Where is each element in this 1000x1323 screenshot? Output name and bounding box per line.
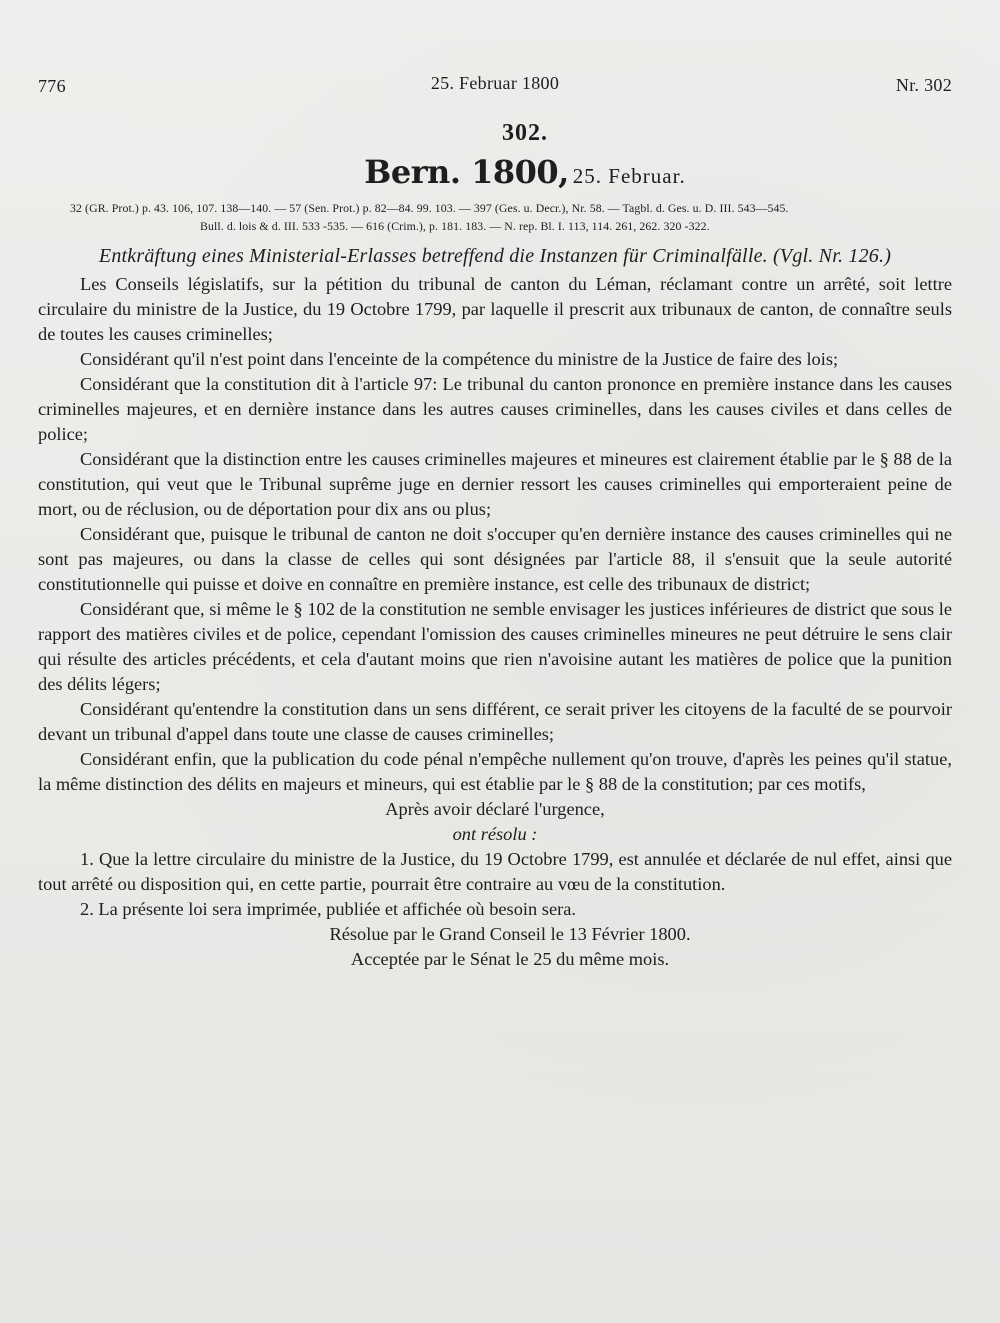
closing-grand-conseil: Résolue par le Grand Conseil le 13 Février 1800. [329, 924, 691, 944]
document-title [38, 153, 952, 191]
references-line-1: 32 (GR. Prot.) p. 43. 106, 107. 138—140. — 57 (Sen. Prot.) p. 82—84. 99. 103. — 397 (Ges. u. Decr.), Nr. 58. — Tagbl. d. Ges. u. D. III. 543—545. [70, 201, 789, 215]
page-number: 776 [38, 76, 66, 96]
paragraph-considerant-6: Considérant qu'entendre la constitution dans un sens différent, ce serait priver les citoyens de la faculté de se pourvoir devant un tribunal d'appel dans toute une classe de causes criminelles; [38, 699, 952, 744]
paragraph-considerant-7: Considérant enfin, que la publication du code pénal n'empêche nullement qu'on trouve, d'après les peines qu'il statue, la même distinction des délits en majeurs et mineurs, qui est établie par le § 88 de la constitution; par ces motifs, [38, 749, 952, 794]
document-number: 302. [502, 120, 548, 146]
closing-senat: Acceptée par le Sénat le 25 du même mois. [350, 949, 670, 969]
references-line-2: Bull. d. lois & d. III. 533 -535. — 616 (Crim.), p. 181. 183. — N. rep. Bl. I. 113, 114. 261, 262. 320 -322. [200, 219, 710, 233]
paragraph-considerant-1: Considérant qu'il n'est point dans l'enceinte de la compétence du ministre de la Justice de faire des lois; [80, 349, 839, 369]
paragraph-considerant-2: Considérant que la constitution dit à l'article 97: Le tribunal du canton prononce en première instance dans les causes criminelles majeures, et en dernière instance dans les autres causes criminelles, dans les causes civiles et dans celles de police; [38, 374, 952, 444]
title-place-year: Bern. 1800, [364, 153, 569, 191]
paragraph-considerant-3: Considérant que la distinction entre les causes criminelles majeures et mineures est clairement établie par le § 88 de la constitution, qui veut que le Tribunal suprême juge en dernier ressort les causes criminelles qui emporteraient peine de mort, ou de réclusion, ou de déportation pour dix ans ou plus; [38, 449, 952, 519]
paragraph-considerant-4: Considérant que, puisque le tribunal de canton ne doit s'occuper qu'en dernière instance des causes criminelles qui ne sont pas majeures, ou dans la classe de celles qui sont désignées par l'article 88, il s'ensuit que la seule autorité constitutionnelle qui puisse et doive en connaître en première instance, est celle des tribunaux de district; [38, 524, 952, 594]
header-date: 25. Februar 1800 [430, 73, 560, 93]
paragraph-considerant-5: Considérant que, si même le § 102 de la constitution ne semble envisager les justices inférieures de district que sous le rapport des matières civiles et de police, cependant l'omission des causes criminelles mineures ne peut détruire le sens clair qui résulte des articles précédents, et cela d'autant moins que rien n'avoisine autant les matières de police que la punition des délits légers; [38, 599, 952, 694]
resolution-heading: ont résolu : [452, 824, 538, 844]
article-2: 2. La présente loi sera imprimée, publiée et affichée où besoin sera. [80, 899, 577, 919]
document-subject: Entkräftung eines Ministerial-Erlasses betreffend die Instanzen für Criminalfälle. (Vgl. Nr. 126.) [98, 245, 892, 267]
header-doc-ref: Nr. 302 [895, 75, 952, 95]
source-references [70, 199, 952, 235]
article-1: 1. Que la lettre circulaire du ministre de la Justice, du 19 Octobre 1799, est annulée et déclarée de nul effet, ainsi que tout arrêté ou disposition qui, en cette partie, pourrait être contraire au vœu de la constitution. [38, 849, 952, 894]
running-header [38, 70, 952, 100]
paragraph-preamble: Les Conseils législatifs, sur la pétition du tribunal de canton du Léman, réclamant contre un arrêté, soit lettre circulaire du ministre de la Justice, du 19 Octobre 1799, par laquelle il prescrit aux tribunaux de canton, de connaître seuls de toutes les causes criminelles; [38, 274, 952, 344]
document-body [38, 272, 952, 972]
title-date: 25. Februar. [572, 164, 686, 188]
urgency-line: Après avoir déclaré l'urgence, [385, 799, 605, 819]
